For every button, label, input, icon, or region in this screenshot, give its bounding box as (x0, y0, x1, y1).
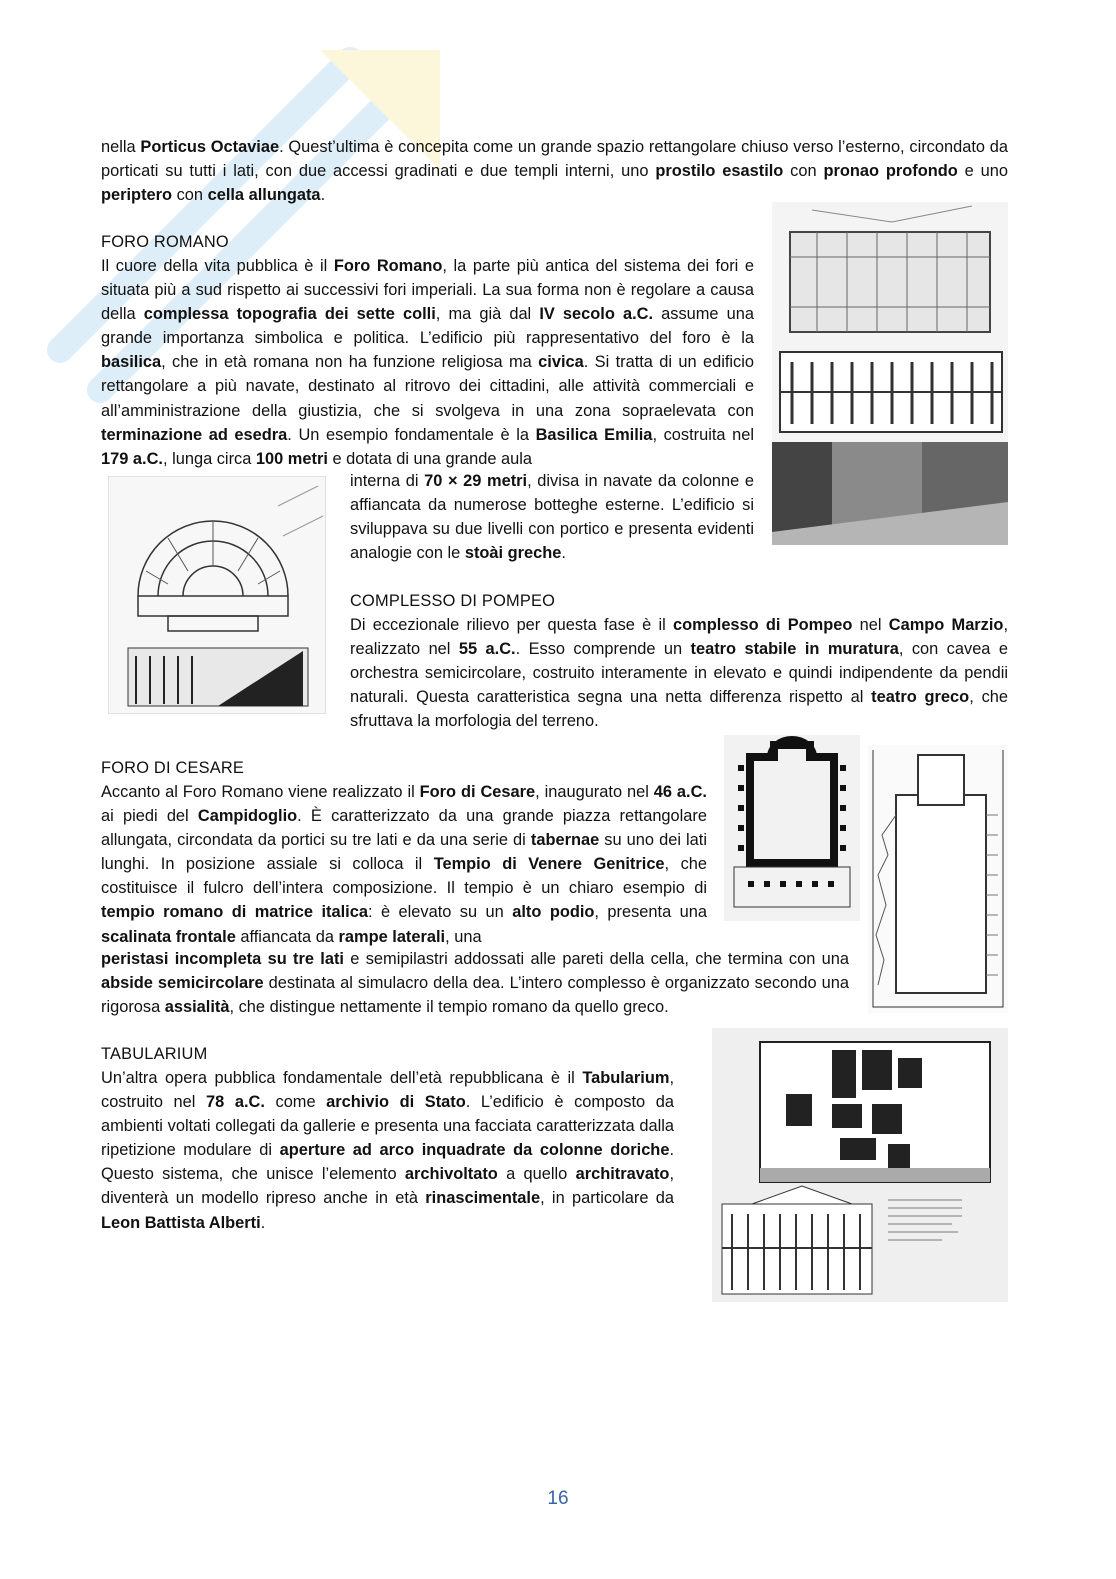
foro-cesare-drawing (868, 745, 1008, 1013)
foro-cesare-paragraph-cont: peristasi incompleta su tre lati e semipilastri addossati alle pareti della cella, che termina con una abside semicircolare destinata al simulacro della dea. L’intero complesso è organizzato secondo una rigorosa assialità, che distingue nettamente il tempio romano da quello greco. (101, 950, 849, 1017)
tempio-venere-drawing (724, 735, 860, 921)
intro-paragraph: nella Porticus Octaviae. Quest’ultima è concepita come un grande spazio rettangolare chiuso verso l’esterno, circondato da porticati su tutti i lati, con due accessi gradinati e due templi interni, uno prostilo esastilo con pronao profondo e uno periptero con cella allungata. (101, 138, 1008, 205)
basilica-emilia-drawing (772, 202, 1008, 545)
tabularium-heading: TABULARIUM (101, 1045, 208, 1063)
basilica-emilia-figure (772, 202, 1008, 545)
teatro-pompeo-figure (108, 476, 326, 714)
foro-romano-paragraph-cont: interna di 70 × 29 metri, divisa in navate da colonne e affiancata da numerose botteghe esterne. L’edificio si sviluppava su due livelli con portico e presenta evidenti analogie con le stoài greche. (350, 472, 755, 563)
teatro-pompeo-drawing (108, 476, 326, 714)
page-number: 16 (547, 1488, 569, 1509)
pompeo-paragraph: Di eccezionale rilievo per questa fase è il complesso di Pompeo nel Campo Marzio, realizzato nel 55 a.C.. Esso comprende un teatro stabile in muratura, con cavea e orchestra semicircolare, costruito interamente in elevato e quindi indipendente da pendii naturali. Questa caratteristica segna una netta differenza rispetto al teatro greco, che sfruttava la morfologia del terreno. (350, 616, 1009, 731)
tabularium-figure (712, 1028, 1008, 1302)
foro-romano-paragraph: Il cuore della vita pubblica è il Foro Romano, la parte più antica del sistema dei fori e situata più a sud rispetto ai successivi fori imperiali. La sua forma non è regolare a causa della complessa topografia dei sette colli, ma già dal IV secolo a.C. assume una grande importanza simbolica e politica. L’edificio più rappresentativo del foro è la basilica, che in età romana non ha funzione religiosa ma civica. Si tratta di un edificio rettangolare a più navate, destinato al ritrovo dei cittadini, alle attività commerciali e all’amministrazione della giustizia, che si svolgeva in una zona sopraelevata con terminazione ad esedra. Un esempio fondamentale è la Basilica Emilia, costruita nel 179 a.C., lunga circa 100 metri e dotata di una grande aula (101, 257, 755, 468)
foro-romano-heading: FORO ROMANO (101, 233, 229, 251)
tempio-venere-figure (724, 735, 860, 921)
tabularium-paragraph: Un’altra opera pubblica fondamentale dell’età repubblicana è il Tabularium, costruito nel 78 a.C. come archivio di Stato. L’edificio è composto da ambienti voltati collegati da gallerie e presenta una facciata caratterizzata dalla ripetizione modulare di aperture ad arco inquadrate da colonne doriche. Questo sistema, che unisce l’elemento archivoltato a quello architravato, diventerà un modello ripreso anche in età rinascimentale, in particolare da Leon Battista Alberti. (101, 1069, 675, 1232)
foro-cesare-paragraph: Accanto al Foro Romano viene realizzato il Foro di Cesare, inaugurato nel 46 a.C. ai piedi del Campidoglio. È caratterizzato da una grande piazza rettangolare allungata, circondata da portici su tre lati e da una serie di tabernae su uno dei lati lunghi. In posizione assiale si colloca il Tempio di Venere Genitrice, che costituisce il fulcro dell’intera composizione. Il tempio è un chiaro esempio di tempio romano di matrice italica: è elevato su un alto podio, presenta una scalinata frontale affiancata da rampe laterali, una (101, 783, 707, 946)
foro-cesare-heading: FORO DI CESARE (101, 759, 245, 777)
tabularium-drawing (712, 1028, 1008, 1302)
foro-cesare-figure (868, 745, 1008, 1013)
pompeo-heading: COMPLESSO DI POMPEO (350, 592, 556, 610)
